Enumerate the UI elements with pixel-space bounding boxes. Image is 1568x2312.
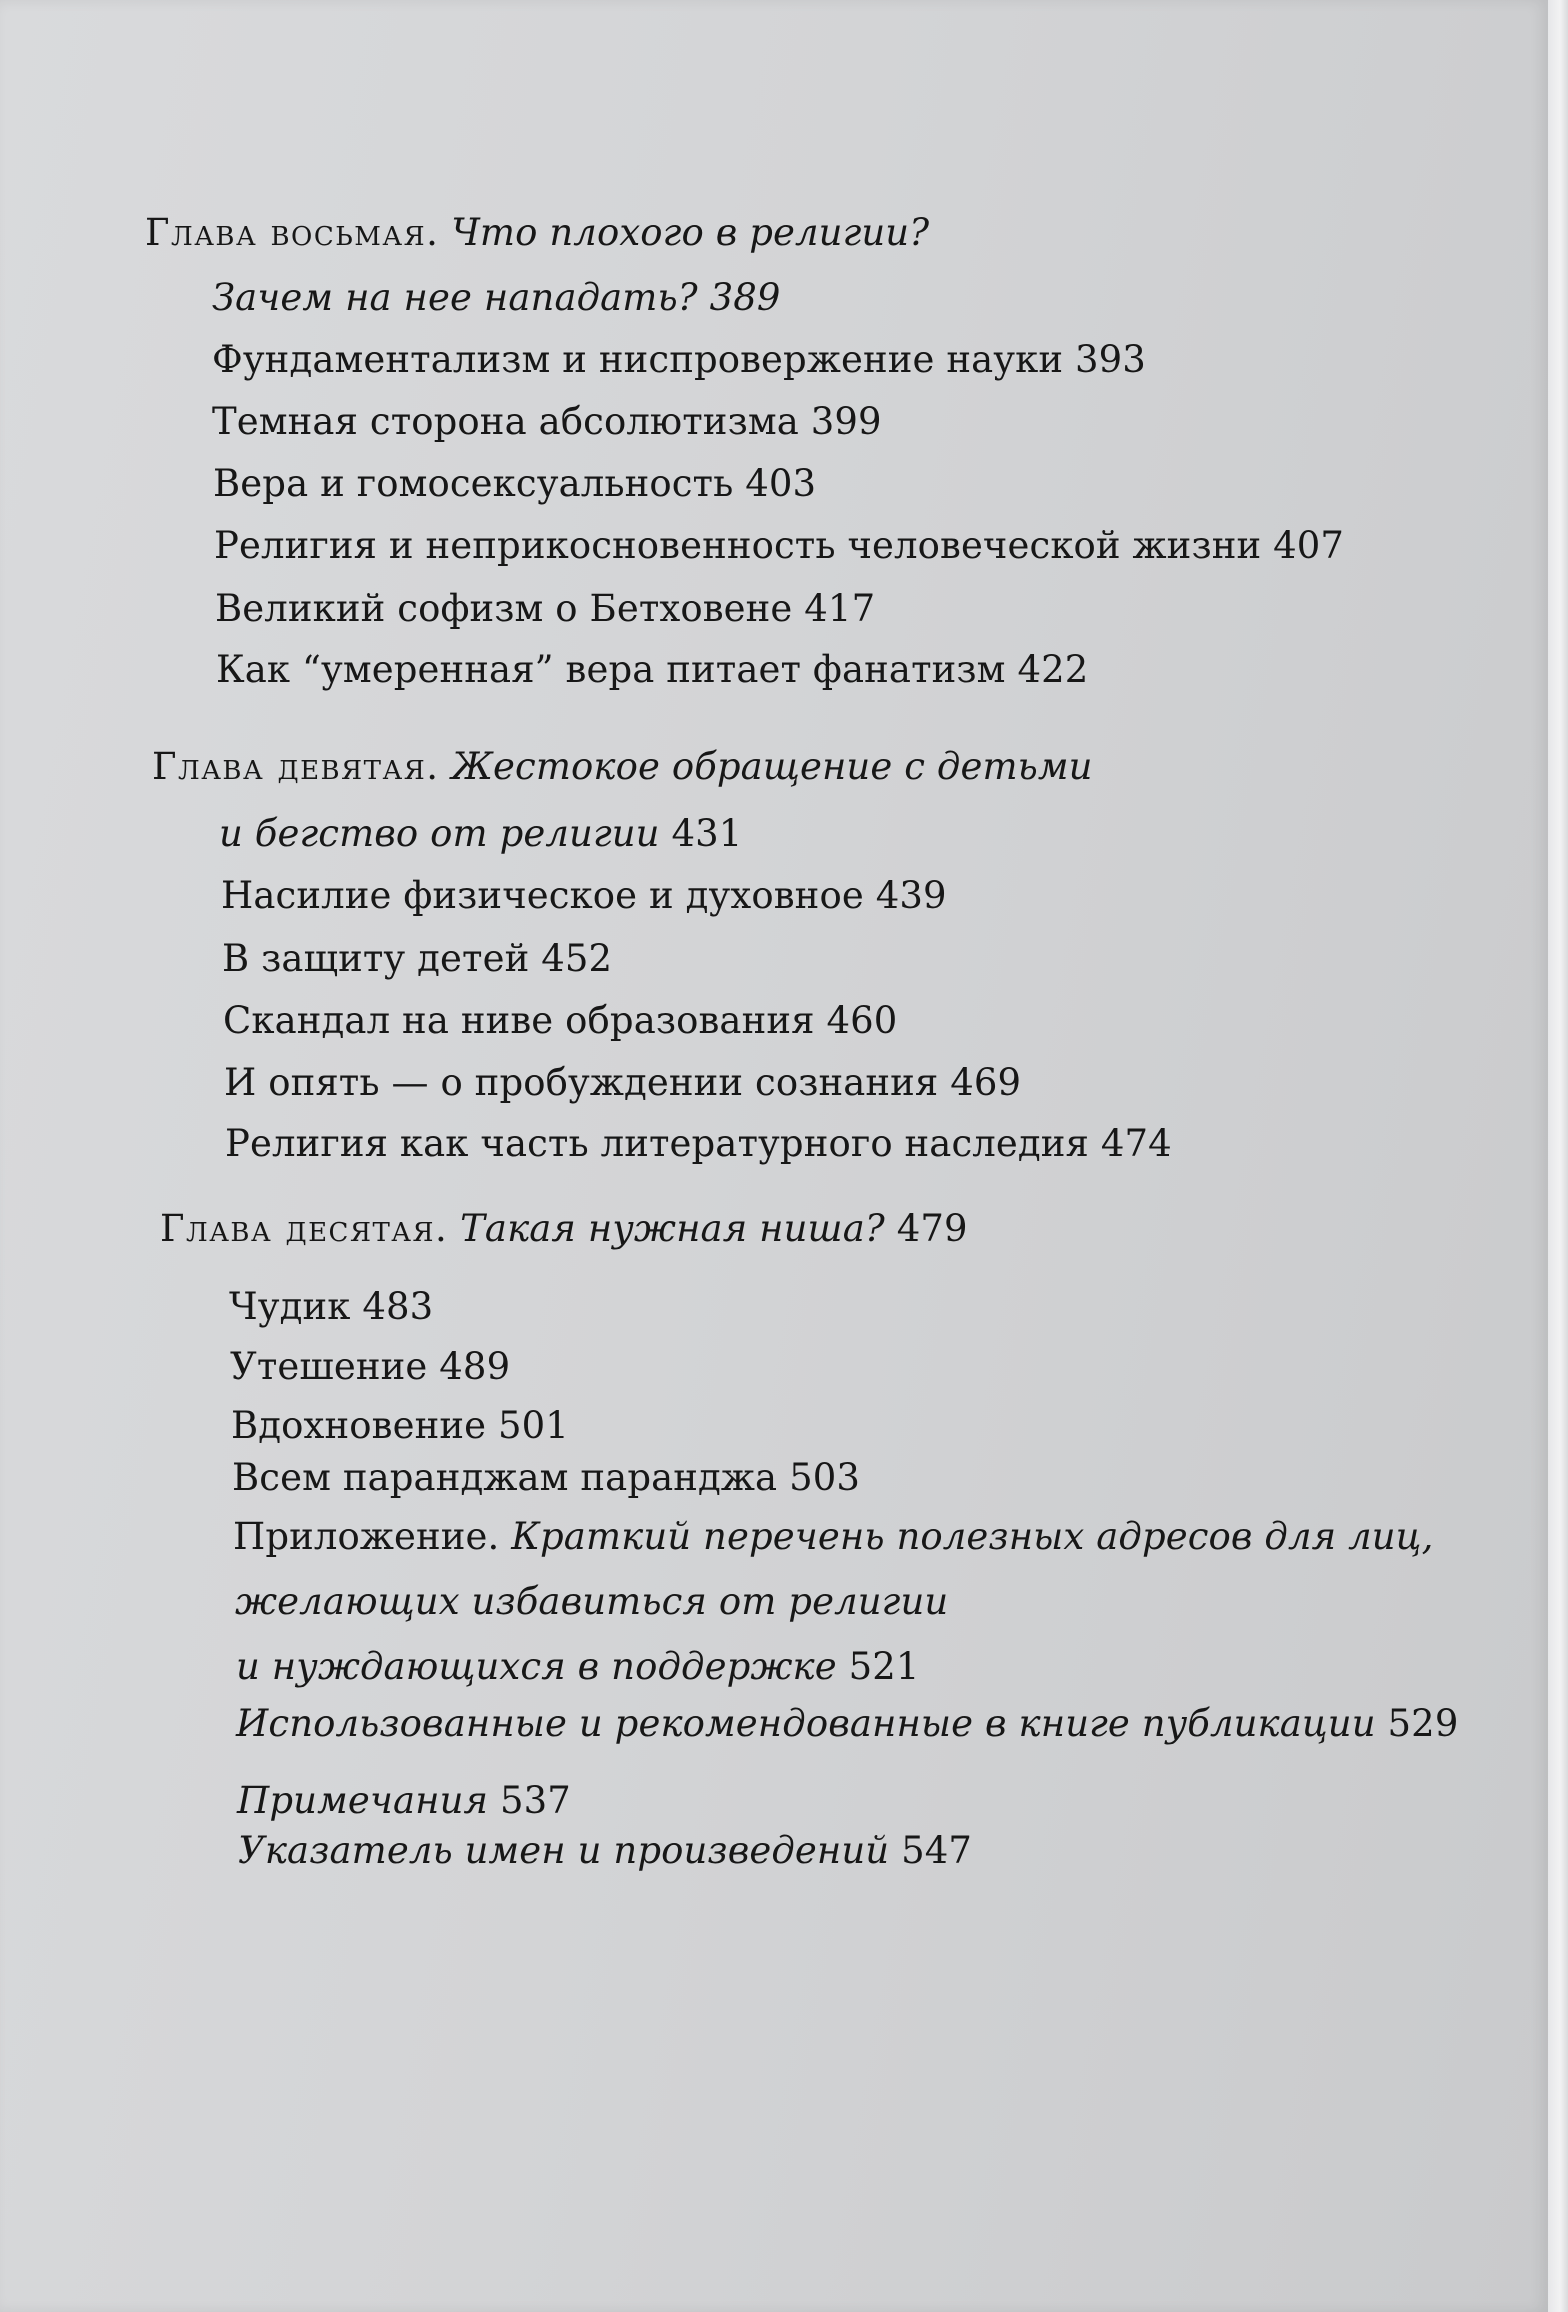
- toc-page-number: 422: [1017, 648, 1089, 691]
- appendix-label: Приложение.: [233, 1515, 500, 1558]
- toc-entry-title: Как “умеренная” вера питает фанатизм: [216, 648, 1006, 691]
- toc-page-number: 503: [789, 1456, 860, 1499]
- toc-entry: [215, 587, 875, 631]
- page-edge: [1548, 0, 1568, 2312]
- toc-entry-title: Зачем на нее нападать?: [212, 276, 698, 319]
- toc-entry: [216, 648, 1088, 692]
- toc-entry-title: Религия и неприкосновенность человеческой жизни: [214, 524, 1262, 567]
- appendix-title-continued: и нуждающихся в поддержке: [236, 1645, 837, 1688]
- toc-page-number: 399: [810, 400, 882, 443]
- toc-entry: [214, 524, 1344, 568]
- toc-page-number: 407: [1273, 524, 1345, 567]
- chapter-label: Глава десятая.: [160, 1207, 449, 1250]
- chapter-title: Жестокое обращение с детьми: [451, 745, 1093, 788]
- toc-entry: [212, 338, 1146, 382]
- toc-entry: [232, 1456, 860, 1500]
- toc-entry: [230, 1345, 510, 1389]
- toc-entry: [238, 1829, 972, 1873]
- appendix-title: Краткий перечень полезных адресов для лиц,: [511, 1515, 1434, 1558]
- chapter-label: Глава девятая.: [152, 745, 440, 788]
- chapter-title-continued: и бегство от религии: [219, 812, 660, 855]
- toc-entry: [221, 874, 947, 918]
- toc-entry-title: Чудик: [229, 1285, 351, 1328]
- toc-page-number: 460: [826, 999, 898, 1042]
- toc-page-number: 529: [1387, 1702, 1459, 1745]
- toc-entry-title: Утешение: [230, 1345, 428, 1388]
- toc-page-number: 393: [1075, 338, 1146, 381]
- toc-page-number: 547: [901, 1829, 973, 1872]
- chapter-heading-continued: [219, 812, 742, 856]
- toc-entry: [222, 937, 612, 981]
- chapter-title: Что плохого в религии?: [451, 211, 930, 254]
- toc-page-number: 417: [804, 587, 876, 630]
- chapter-heading: [152, 745, 1093, 789]
- toc-page-number: 483: [362, 1285, 434, 1328]
- toc-entry-title: В защиту детей: [222, 937, 530, 980]
- toc-page-number: 403: [745, 462, 817, 505]
- chapter-heading: [145, 211, 929, 255]
- toc-entry-title: Вера и гомосексуальность: [213, 462, 734, 505]
- toc-page-number: 501: [497, 1404, 569, 1447]
- toc-entry: [236, 1702, 1458, 1746]
- toc-entry-title: Фундаментализм и ниспровержение науки: [212, 338, 1064, 381]
- toc-entry: [225, 1122, 1172, 1166]
- chapter-label: Глава восьмая.: [145, 211, 440, 254]
- toc-page-number: 469: [950, 1061, 1022, 1104]
- toc-entry: [212, 276, 780, 320]
- toc-page-number: 474: [1100, 1122, 1172, 1165]
- toc-entry-title: Насилие физическое и духовное: [221, 874, 864, 917]
- chapter-heading: [160, 1207, 968, 1251]
- toc-page-number: 389: [709, 276, 781, 319]
- toc-page-number: 479: [896, 1207, 968, 1250]
- toc-entry-title: Скандал на ниве образования: [223, 999, 815, 1042]
- chapter-title: Такая нужная ниша?: [460, 1207, 885, 1250]
- toc-page-number: 521: [848, 1645, 920, 1688]
- toc-page-number: 537: [500, 1779, 571, 1822]
- toc-entry-title: Темная сторона абсолютизма: [212, 400, 799, 443]
- toc-entry: [237, 1779, 571, 1823]
- toc-entry: [231, 1404, 569, 1448]
- appendix-title-line: [235, 1580, 948, 1624]
- toc-entry: [229, 1285, 433, 1329]
- toc-entry: [223, 999, 897, 1043]
- toc-page-number: 452: [541, 937, 613, 980]
- toc-entry: [224, 1061, 1021, 1105]
- appendix-title-continued: желающих избавиться от религии: [235, 1580, 949, 1623]
- appendix-heading: [233, 1515, 1433, 1559]
- toc-entry: [213, 462, 816, 506]
- toc-page-number: 489: [439, 1345, 511, 1388]
- toc-entry-title: Вдохновение: [231, 1404, 487, 1447]
- toc-entry-title: Всем паранджам паранджа: [232, 1456, 778, 1499]
- toc-page-number: 431: [671, 812, 743, 855]
- toc-entry-title: Использованные и рекомендованные в книге публикации: [236, 1702, 1376, 1745]
- toc-entry-title: Указатель имен и произведений: [238, 1829, 890, 1872]
- toc-entry: [212, 400, 882, 444]
- toc-entry-title: Великий софизм о Бетховене: [215, 587, 793, 630]
- toc-entry-title: И опять — о пробуждении сознания: [224, 1061, 939, 1104]
- toc-entry-title: Примечания: [237, 1779, 489, 1822]
- appendix-title-line: [236, 1645, 920, 1689]
- toc-entry-title: Религия как часть литературного наследия: [225, 1122, 1089, 1165]
- toc-page-number: 439: [875, 874, 947, 917]
